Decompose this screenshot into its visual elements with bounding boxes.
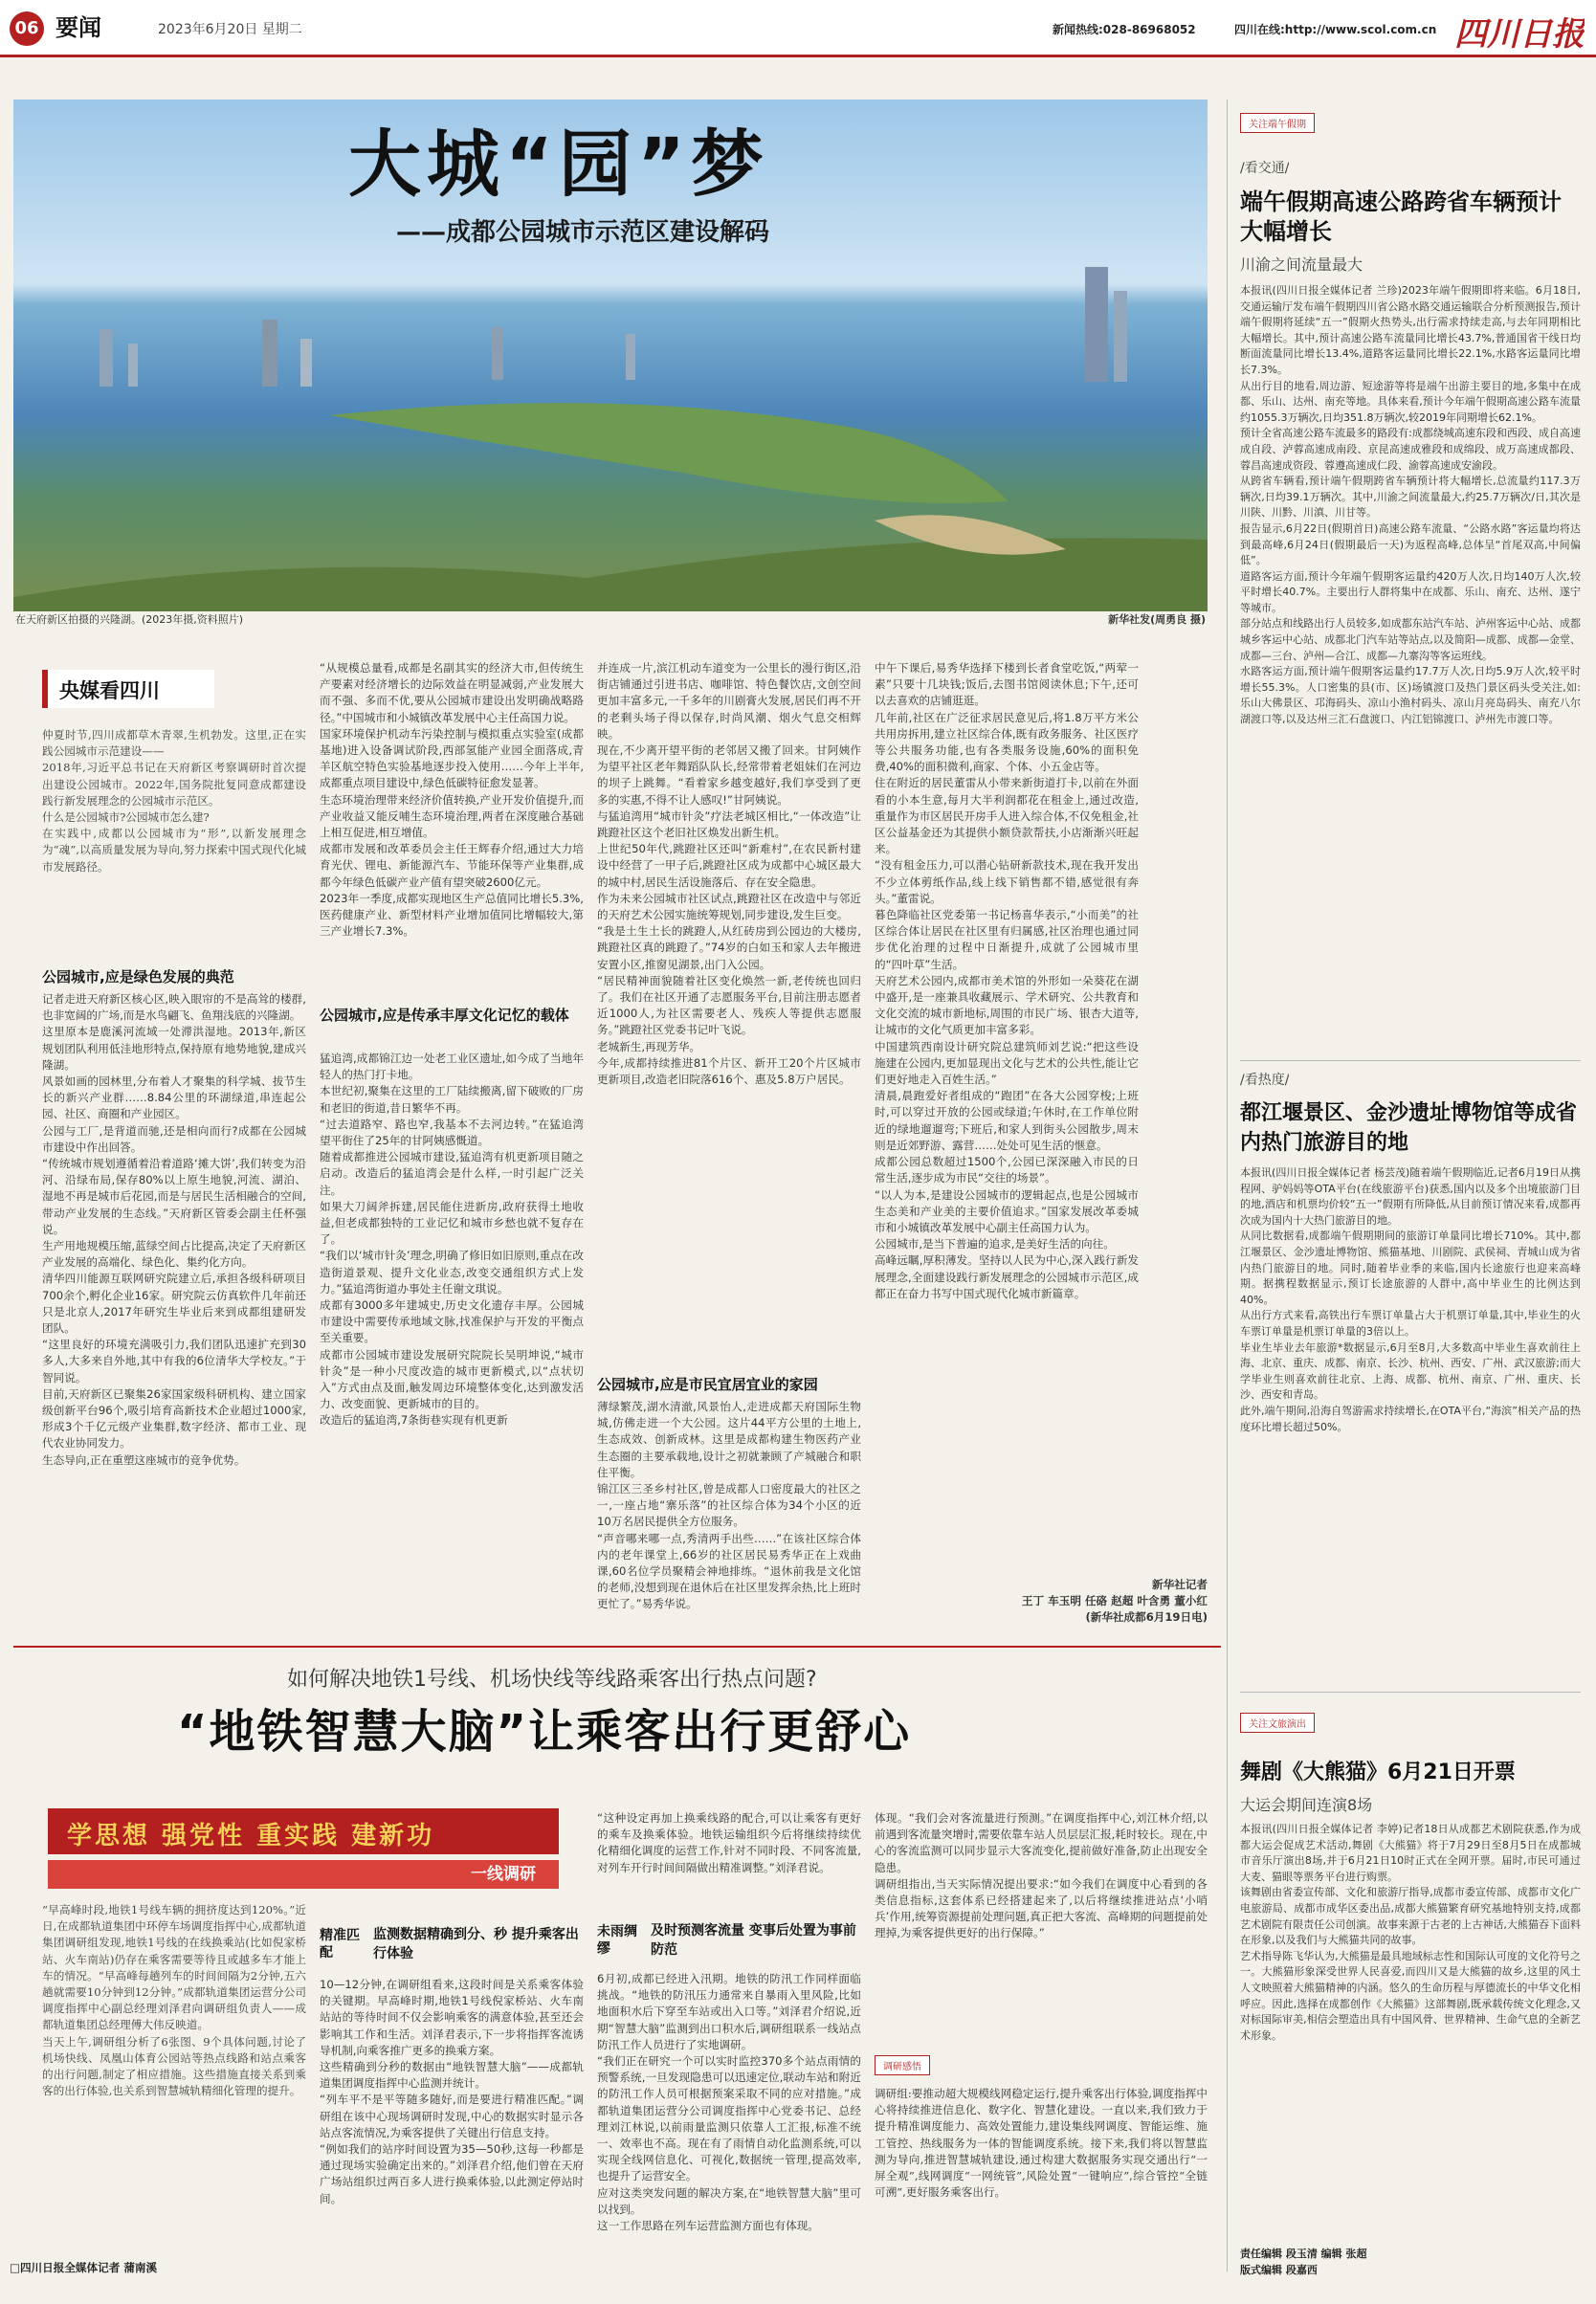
section-name: 要闻 [55, 14, 101, 41]
tag-insight: 调研感悟 [875, 2055, 930, 2075]
metro-column-2b: 6月初,成都已经进入汛期。地铁的防汛工作同样面临挑战。“地铁的防汛压力通常来自暴雨入里风险,比如地面积水后下穿至车站或出入口等。”刘泽君介绍说,近期“智慧大脑”监测到出口积水后,调研组联系一线站点防汛工作人员进行了实地调研。 “我们正在研究一个可以实时监控370多个站点雨情的预警系统,一旦发现隐患可以迅速定位,联动车站和附近的防汛工作人员可根据预案采取不同的应对措施。”成都轨道集团运营分公司调度指挥中心党委书记、总经理刘江林说,以前雨量监测只依靠人工汇报,标准不统一、效率也不高。现在有了雨情自动化监测系统,可以实现全线网信息化、可视化,数据统一管理,提高效率,也提升了运营安全。 应对这类突发问题的解决方案,在“地铁智慧大脑”里可以找到。 这一工作思路在列车运营监测方面也有体现。 [597, 1972, 861, 2233]
insight-body: 调研组:要推动超大规模线网稳定运行,提升乘客出行体验,调度指挥中心将持续推进信息化、数字化、智慧化建设。一直以来,我们致力于提升精准调度能力、高效处置能力,建设集线网调度、智能运维、施工管控、热线服务为一体的智能调度系统。接下来,我们将以智慧监测为导向,推进智慧城轨建设,通过构建大数据服务实现交通出行“一屏全观”,线网调度“一网统管”,风险处置“一键响应”,综合管控“全链可溯”,更好服务乘客出行。 [875, 2087, 1208, 2200]
metro-column-3: 体现。“我们会对客流量进行预测。”在调度指挥中心,刘江林介绍,以前遇到客流量突增时,需要依靠车站人员层层汇报,耗时较长。现在,中心的客流监测可以同步显示大客流变化,提前做好准备,防止出现安全隐患。 调研组指出,当天实际情况提出要求:“如今我们在调度中心看到的各类信息指标,这套体系已经搭建起来了,以后将继续推进站点‘小哨兵’作用,统筹资源提前处理问题,真正把大客流、高峰期的问题提前处理掉,为乘客提供更好的出行保障。” [875, 1811, 1208, 1940]
lead-column-4: 中午下课后,易秀华选择下楼到长者食堂吃饭,“两荤一素”只要十几块钱;饭后,去图书馆阅读休息;下午,还可以去喜欢的店铺逛逛。 几年前,社区在广泛征求居民意见后,将1.8万平方米公共用房拆用,建立社区综合体,既有政务服务、社区医疗等公共服务功能,也有各类服务设施,60%的面积免费,40%的面积微利,商家、个体、小五金店等。 住在附近的居民董雷从小带来新街道打卡,以前在外面看的小本生意,每月大半利润都花在租金上,通过改造,重量作为市区居民开房手人进入综合体,不仅免租金,社区公益基金还为其提供小额贷款帮扶,小店渐渐兴旺起来。 “没有租金压力,可以潜心钻研新款技术,现在我开发出不少立体剪纸作品,线上线下销售都不错,感觉很有奔头。”董雷说。 暮色降临社区党委第一书记杨喜华表示,“小而美”的社区综合体让居民在社区里有归属感,社区治理也通过同步优化治理的过程中日渐提升,成就了公园城市里的“四叶草”生活。 天府艺术公园内,成都市美术馆的外形如一朵葵花在湖中盛开,是一座兼具收藏展示、学术研究、公共教育和文化交流的城市新地标,周围的市民广场、银杏大道等,让城市的文化气质更加丰富多彩。 中国建筑西南设计研究院总建筑师刘艺说:“把这些设施建在公园内,更加显现出文化与艺术的公共性,能让它们更好地走入百姓生活。” 清晨,晨跑爱好者组成的“跑团”在各大公园穿梭;上班时,可以穿过开放的公园或绿道;午休时,在工作单位附近的绿地遛遛弯;下班后,和家人到街头公园散步,周末则是近郊野游、露营……处处可见生活的惬意。 成都公园总数超过1500个,公园已深深融入市民的日常生活,逐步成为市民“交往的场景”。 “以人为本,是建设公园城市的逻辑起点,也是公园城市生态美和产业美的主要价值追求。”国家发展改革委城市和小城镇改革发展中心副主任高国力认为。 公园城市,是当下普遍的追求,是美好生活的向往。 高峰远瞩,厚积薄发。坚持以人民为中心,深入践行新发展理念,全面建设践行新发展理念的公园城市示范区,成都正在奋力书写中国式现代化城市新篇章。 [875, 661, 1139, 1300]
photo-caption: 在天府新区拍摄的兴隆湖。(2023年摄,资料照片) [15, 613, 244, 626]
lead-heading-3: 公园城市,应是市民宜居宜业的家园 [597, 1376, 818, 1393]
tourism-title: 都江堰景区、金沙遗址博物馆等成省内热门旅游目的地 [1240, 1101, 1578, 1155]
traffic-subtitle: 川渝之间流量最大 [1240, 255, 1363, 274]
kicker-heat: /看热度/ [1240, 1073, 1290, 1088]
kicker-traffic: /看交通/ [1240, 161, 1290, 176]
lead-column-1: 记者走进天府新区核心区,映入眼帘的不是高耸的楼群,也非宽阔的广场,而是水鸟翩飞、鱼翔浅底的兴隆湖。 这里原本是鹿溪河流域一处滞洪湿地。2013年,新区规划团队利用低洼地形特点,保持原有地势地貌,建成兴隆湖。 风景如画的园林里,分布着人才聚集的科学城、拔节生长的新兴产业群……8.84公里的环湖绿道,串连起公园、社区、商圈和产业园区。 公园与工厂,是背道而驰,还是相向而行?成都在公园城市建设中作出回答。 “传统城市规划遵循着沿着道路‘摊大饼’,我们转变为沿河、沿绿布局,保存80%以上原生地貌,河流、湖泊、湿地不再是城市后花园,而是与居民生活相融合的空间,带动产业发展的生态线。”天府新区管委会副主任杯强说。 生产用地规模压缩,蓝绿空间占比提高,决定了天府新区产业发展的高端化、绿色化、集约化方向。 清华四川能源互联网研究院建立后,承担各级科研项目700余个,孵化企业16家。研究院云仿真软件几年前还只是北京人,2017年研究生毕业后来到成都组建研发团队。 “这里良好的环境充满吸引力,我们团队迅速扩充到30多人,大多来自外地,其中有我的6位清华大学校友。”于智同说。 目前,天府新区已聚集26家国家级科研机构、建立国家级创新平台96个,吸引培育高新技术企业超过1000家,形成3个千亿元级产业集群,数字经济、都市工业、现代农业协同发力。 生态导向,正在重塑这座城市的竞争优势。 [42, 992, 306, 1467]
metro-column-2a: “这种设定再加上换乘线路的配合,可以让乘客有更好的乘车及换乘体验。地铁运输组织今后将继续持续优化精细化调度的运营工作,针对不同时段、不同客流量,对列车开行时间间隔做出精准调整。”刘泽君说。 [597, 1811, 861, 1874]
panda-title: 舞剧《大熊猫》6月21日开票 [1240, 1761, 1516, 1784]
divider [1240, 1692, 1581, 1693]
lead-column-3b: 薄绿繁茂,湖水清澈,风景怡人,走进成都天府国际生物城,仿佛走进一个大公园。这片44平方公里的土地上,生态成效、创新成林。这里是成都构建生物医药产业生态圈的主要承载地,设计之初就兼顾了产城融合和职住平衡。 锦江区三圣乡村社区,曾是成都人口密度最大的社区之一,一座占地“寨乐落”的社区综合体为34个小区的近10万名居民提供全方位服务。 “声音哪来哪一点,秀清两手出些……”在该社区综合体内的老年课堂上,66岁的社区居民易秀华正在上戏曲课,60名位学员聚精会神地排练。“退休前我是文化馆的老师,没想到现在退休后在社区里发挥余热,比上班时更忙了。”易秀华说。 [597, 1400, 861, 1611]
lead-subtitle: ——成都公园城市示范区建设解码 [396, 218, 770, 247]
panda-subtitle: 大运会期间连演8场 [1240, 1796, 1373, 1814]
metro-intro: “早高峰时段,地铁1号线车辆的拥挤度达到120%。”近日,在成都轨道集团中环停车场调度指挥中心,成都轨道集团调研组发现,地铁1号线的在线换乘站(比如倪家桥站、火车南站)仍存在乘客需要等待且或越多车才能上车的情况。“早高峰每趟列车的时间间隔为2分钟,五六趟就需要10分钟到12分钟。”成都轨道集团运营分公司调度指挥中心副总经理刘泽君向调研组负责人——成都轨道集团总经理傅大伟反映道。 当天上午,调研组分析了6张图、9个具体问题,讨论了机场快线、凤凰山体育公园站等热点线路和站点乘客的出行问题,制定了相应措施。这些措施直接关系到乘客的出行体验,也关系到智慧城轨精细化管理的提升。 [42, 1903, 306, 2098]
subhead-foresight [597, 1919, 861, 1965]
tag-holiday: 关注端午假期 [1240, 113, 1315, 133]
subhead-foresight-tag: 未雨绸缪 [597, 1924, 637, 1957]
lead-photo [13, 100, 1208, 611]
metro-reporter: □四川日报全媒体记者 蒲南溪 [10, 2261, 158, 2274]
series-badge [42, 670, 214, 708]
metro-kicker: 如何解决地铁1号线、机场快线等线路乘客出行热点问题? [287, 1668, 817, 1692]
tag-culture: 关注文旅演出 [1240, 1713, 1315, 1733]
divider [13, 1646, 1221, 1648]
campaign-subtitle: 一线调研 [48, 1860, 559, 1889]
lead-title: 大城“园”梦 [348, 122, 769, 207]
lead-heading-1: 公园城市,应是绿色发展的典范 [42, 968, 234, 986]
newspaper-logo: 四川日报 [1454, 15, 1585, 54]
column-divider [1227, 100, 1228, 2271]
lead-intro: 仲夏时节,四川成都草木青翠,生机勃发。这里,正在实践公园城市示范建设—— 2018年,习近平总书记在天府新区考察调研时首次提出建设公园城市。2022年,国务院批复同意成都建设践行新发展理念的公园城市示范区。 什么是公园城市?公园城市怎么建? 在实践中,成都以公园城市为“形”,以新发展理念为“魂”,以高质量发展为导向,努力探索中国式现代化城市发展路径。 [42, 728, 306, 874]
issue-date: 2023年6月20日 星期二 [158, 22, 302, 37]
panda-body: 本报讯(四川日报全媒体记者 李婷)记者18日从成都艺术剧院获悉,作为成都大运会促成艺术活动,舞剧《大熊猫》将于7月29日至8月5日在成都城市音乐厅演出8场,并于6月21日10时正式在全网开票。届时,市民可通过大麦、猫眼等票务平台进行购票。 该舞剧由省委宣传部、文化和旅游厅指导,成都市委宣传部、成都市文化广电旅游局、成都市成华区委出品,成都大熊猫繁育研究基地特别支持,成都艺术剧院有限责任公司创演。故事来源于古老的上古神话,大熊猫吞下面料在形象,以及我们与大熊猫共同的故事。 艺术指导陈飞华认为,大熊猫是最具地域标志性和国际认可度的文化符号之一。大熊猫形象深受世界人民喜爱,而四川又是大熊猫的故乡,这里的风土人文映照着大熊猫精神的内涵。悠久的生命历程与厚德流长的中华文化相呼应。因此,选择在成都创作《大熊猫》这部舞剧,既承载传统文化理念,又对标国际审美,相信会塑造出具有中国风骨、世界精神、生命气息的全新艺术形象。 [1240, 1823, 1581, 2042]
subhead-foresight-text: 及时预测客流量 变事后处置为事前防范 [651, 1923, 856, 1958]
campaign-banner [48, 1808, 559, 1854]
traffic-title: 端午假期高速公路跨省车辆预计大幅增长 [1240, 188, 1562, 245]
lead-heading-2: 公园城市,应是传承丰厚文化记忆的载体 [320, 1007, 569, 1024]
website: 四川在线:http://www.scol.com.cn [1234, 23, 1437, 36]
lead-column-2: “从规模总量看,成都是名副其实的经济大市,但传统生产要素对经济增长的边际效益在明显减弱,产业发展大而不强、多而不优,要从公园城市建设出发明确战略路径。”中国城市和小城镇改革发展中心主任高国力说。 国家环境保护机动车污染控制与模拟重点实验室(成都基地)进入设备调试阶段,西部氢能产业园全面落成,青羊区航空特色实验基地逐步投入使用……今年上半年,成都重点项目建设中,绿色低碳特征愈发显著。 生态环境治理带来经济价值转换,产业开发价值提升,而产业收益又能反哺生态环境治理,两者在深度融合基础上相互促进,相互增值。 成都市发展和改革委员会主任王辉春介绍,通过大力培育光伏、锂电、新能源汽车、节能环保等产业集群,成都今年绿色低碳产业产值有望突破2600亿元。 2023年一季度,成都实现地区生产总值同比增长5.3%,医药健康产业、新型材料产业增加值同比增幅较大,第三产业增长7.3%。 [320, 661, 584, 939]
divider [1240, 1060, 1581, 1061]
subhead-precision [320, 1923, 584, 1969]
traffic-body: 本报讯(四川日报全媒体记者 兰珍)2023年端午假期即将来临。6月18日,交通运输厅发布端午假期四川省公路水路交通运输联合分析预测报告,预计端午假期将延续“五一”假期火热势头,出行需求持续走高,与去年同期相比大幅增长。其中,预计高速公路车流量同比增长43.7%,普通国省干线日均断面流量同比增长13.4%,道路客运量同比增长22.1%,水路客运量同比增长7.3%。 从出行目的地看,周边游、短途游等将是端午出游主要目的地,多集中在成都、乐山、达州、南充等地。具体来看,预计今年端午假期高速公路车流量约1055.3万辆次,日均351.8万辆次,较2019年同期增长62.1%。 预计全省高速公路车流最多的路段有:成都绕城高速东段和西段、成自高速成自段、泸蓉高速成南段、京昆高速成雅段和成绵段、成万高速成都段、蓉昌高速成资段、蓉遵高速成仁段、渝蓉高速成安渝段。 从跨省车辆看,预计端午假期跨省车辆预计将大幅增长,总流量约117.3万辆次,日均39.1万辆次。其中,川渝之间流量最大,约25.7万辆次/日,其次是川陕、川黔、川滇、川甘等。 报告显示,6月22日(假期首日)高速公路车流量、“公路水路”客运量均将达到最高峰,6月24日(假期最后一天)为返程高峰,总体呈“首尾双高,中间偏低”。 道路客运方面,预计今年端午假期客运量约420万人次,日均140万人次,较平时增长40.7%。主要出行人群将集中在成都、乐山、南充、达州、遂宁等城市。 部分站点和线路出行人员较多,如成都东站汽车站、泸州客运中心站、成都城乡客运中心站、成都北门汽车站等站点,以及简阳—成都、成都—金堂、成都—三台、泸州—合江、成都—九寨沟等客运班线。 水路客运方面,预计端午假期客运量约17.7万人次,日均5.9万人次,较平时增长55.3%。人口密集的县(市、区)场镇渡口及热门景区码头受关注,如:乐山大佛景区、邛海码头、凉山小渔村码头、凉山月亮岛码头、南充八尔湖渡口等,以及达州三汇石盘渡口、内江铝锦渡口、泸州先市渡口等。 [1240, 284, 1581, 726]
lead-byline: 新华社记者 王丁 车玉明 任硌 赵超 叶含勇 董小红 (新华社成都6月19日电) [1021, 1578, 1208, 1625]
editors-credit: 责任编辑 段玉清 编辑 张超 版式编辑 段嘉西 [1240, 2248, 1367, 2276]
masthead [0, 0, 1596, 57]
tourism-body: 本报讯(四川日报全媒体记者 杨芸茂)随着端午假期临近,记者6月19日从携程网、驴妈妈等OTA平台(在线旅游平台)获悉,国内以及多个出境旅游门目的地,酒店和机票均价较“五一”假期有所降低,从目前预订情况来看,成都再次成为国内十大热门旅游目的地。 从同比数据看,成都端午假期期间的旅游订单量同比增长710%。其中,都江堰景区、金沙遗址博物馆、熊猫基地、川剧院、武侯祠、青城山成为省内热门旅游目的地。同时,随着毕业季的来临,国内长途旅行也迎来高峰期。据携程数据显示,预订长途旅游的人群中,高中毕业生的比例达到40%。 从出行方式来看,高铁出行车票订单量占大于机票订单量,其中,毕业生的火车票订单量是机票订单量的3倍以上。 毕业生毕业去年旅游*数据显示,6月至8月,大多数高中毕业生喜欢前往上海、北京、重庆、成都、南京、长沙、杭州、西安、广州、武汉旅游;而大学毕业生则喜欢前往北京、上海、成都、杭州、南京、广州、重庆、长沙、西安和青岛。 此外,端午期间,沿海自驾游需求持续增长,在OTA平台,“海滨”相关产品的热度环比增长超过50%。 [1240, 1166, 1581, 1433]
metro-column-1: 10—12分钟,在调研组看来,这段时间是关系乘客体验的关键期。早高峰时期,地铁1号线倪家桥站、火车南站站的等待时间不仅会影响乘客的满意体验,甚至还会影响其工作和生活。刘泽君表示,下一步将指挥客流诱导机制,向乘客推广更多的换乘方案。 这些精确到分秒的数据由“地铁智慧大脑”——成都轨道集团调度指挥中心监测并统计。 “列车平不是平等随多随好,而是要进行精准匹配。”调研组在该中心现场调研时发现,中心的数据实时显示各站点客流情况,为乘客提供了关键出行信息支持。 “例如我们的站序时间设置为35—50秒,这每一秒都是通过现场实验确定出来的。”刘泽君介绍,他们曾在天府广场站组织过两百多人进行换乘体验,以此测定停站时间。 [320, 1978, 584, 2205]
metro-title: “地铁智慧大脑”让乘客出行更舒心 [177, 1705, 912, 1759]
lead-column-3: 并连成一片,滨江机动车道变为一公里长的漫行街区,沿街店铺通过引进书店、咖啡馆、特色餐饮店,文创空间更加丰富多元,一千多年的川剧膏火发展,居民们再不开的老剩头场子得以保存,时尚风潮、烟火气息交相辉映。 现在,不少离开望平街的老邻居又搬了回来。甘阿姨作为望平社区老年舞蹈队队长,经常带着老姐妹们在河边的坝子上跳舞。“看着家乡越变越好,我们享受到了更多的实惠,不得不让人感叹!”甘阿姨说。 与猛追湾用“城市针灸”疗法老城区相比,“一体改造”让跳蹬社区这个老旧社区焕发出新生机。 上世纪50年代,跳蹬社区还叫“新难村”,在农民新村建设中经营了一甲子后,跳蹬社区成为成都中心城区最大的城中村,居民生活设施落后、存在安全隐患。 作为未来公园城市社区试点,跳蹬社区在改造中与邻近的天府艺术公园实施统筹规划,同步建设,发生巨变。 “我是土生土长的跳蹬人,从红砖房到公园边的大楼房,跳蹬社区真的跳蹬了。”74岁的白如玉和家人去年搬进安置小区,推窗见湖景,出门入公园。 “居民精神面貌随着社区变化焕然一新,老传统也回归了。我们在社区开通了志愿服务平台,目前注册志愿者近1000人,为社区需要老人、残疾人等提供志愿服务。”跳蹬社区党委书记叶飞说。 老城新生,再现芳华。 今年,成都持续推进81个片区、新开工20个片区城市更新项目,改造老旧院落616个、惠及5.8万户居民。 [597, 661, 861, 1087]
campaign-slogan: 学思想 强党性 重实践 建新功 [67, 1822, 435, 1850]
page-number-badge: 06 [10, 11, 44, 46]
hotline: 新闻热线:028-86968052 [1053, 23, 1196, 36]
subhead-precision-tag: 精准匹配 [320, 1928, 360, 1961]
lead-column-2b: 猛追湾,成都锦江边一处老工业区遗址,如今成了当地年轻人的热门打卡地。 本世纪初,聚集在这里的工厂陆续搬离,留下破败的厂房和老旧的街道,昔日繁华不再。 “过去道路窄、路也窄,我基本不去河边转。”在猛追湾望平街住了25年的甘阿姨感慨道。 随着成都推进公园城市建设,猛追湾有机更新项目随之启动。改造后的猛追湾会是什么样,一时引起广泛关注。 如果大刀阔斧拆建,居民能住进新房,政府获得土地收益,但老成都独特的工业记忆和城市乡愁也就不复存在了。 “我们以‘城市针灸’理念,明确了修旧如旧原则,重点在改造街道景观、提升文化业态,改变交通组织方式上发力。”猛追湾街道办事处主任谢文琪说。 成都有3000多年建城史,历史文化遗存丰厚。公园城市建设中需要传承地域文脉,找准保护与开发的平衡点至关重要。 成都市公园城市建设发展研究院院长吴明坤说,“城市针灸”是一种小尺度改造的城市更新模式,以“点状切入”方式由点及面,触发周边环境整体变化,达到激发活力、改变面貌、更新城市的目的。 改造后的猛追湾,7条街巷实现有机更新 [320, 1052, 584, 1428]
series-label: 央媒看四川 [59, 679, 160, 702]
subhead-precision-text: 监测数据精确到分、秒 提升乘客出行体验 [373, 1927, 579, 1961]
photo-credit: 新华社发(周勇良 摄) [1108, 613, 1206, 626]
